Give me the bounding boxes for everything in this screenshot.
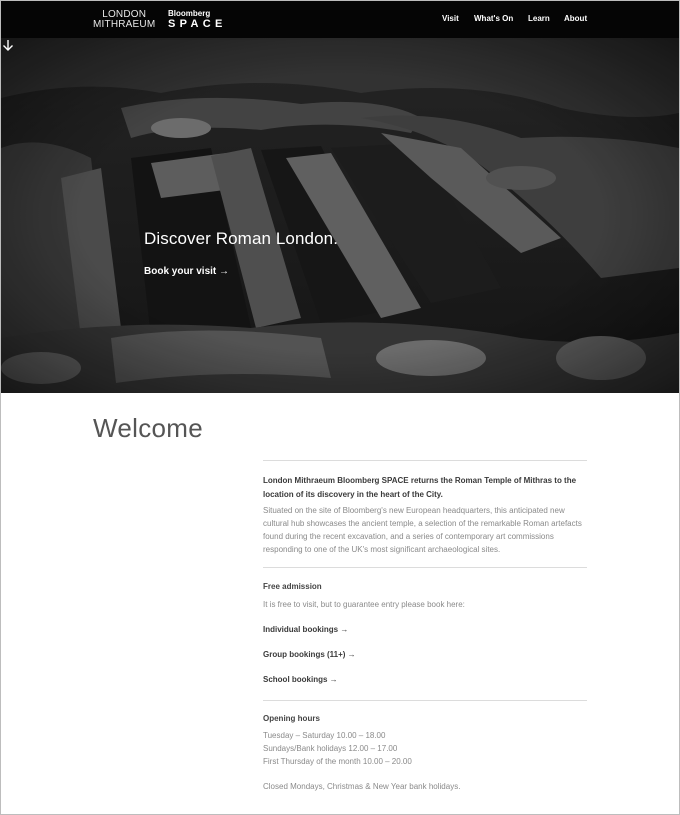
hero-banner [1, 38, 679, 393]
admission-heading: Free admission [263, 582, 322, 591]
group-bookings-link[interactable]: Group bookings (11+) → [263, 650, 356, 659]
hours-line: First Thursday of the month 10.00 – 20.00 [263, 757, 412, 766]
closed-notice: Closed Mondays, Christmas & New Year bank holidays. [263, 782, 461, 791]
logo-line-2: MITHRAEUM [93, 19, 156, 30]
excavation-photo [1, 38, 679, 393]
individual-bookings-link[interactable]: Individual bookings → [263, 625, 349, 634]
intro-lead: London Mithraeum Bloomberg SPACE returns the Roman Temple of Mithras to the location of its discovery in the heart of the City. [263, 476, 577, 499]
divider [263, 567, 587, 568]
space-logo-text[interactable]: SPACE [168, 18, 227, 30]
nav-about[interactable]: About [564, 14, 588, 23]
hours-line: Sundays/Bank holidays 12.00 – 17.00 [263, 744, 398, 753]
opening-hours-heading: Opening hours [263, 714, 320, 723]
divider [263, 700, 587, 701]
bloomberg-logo-text[interactable]: Bloomberg [168, 9, 211, 18]
hours-line: Tuesday – Saturday 10.00 – 18.00 [263, 731, 386, 740]
page-title: Welcome [93, 413, 203, 443]
logo-line-1: LONDON [102, 9, 147, 20]
london-mithraeum-logo[interactable] [93, 10, 155, 30]
nav-whats-on[interactable]: What's On [474, 14, 514, 23]
admission-text: It is free to visit, but to guarantee entry please book here: [263, 600, 465, 609]
school-bookings-link[interactable]: School bookings → [263, 675, 338, 684]
site-header [1, 1, 679, 38]
arrow-down-icon[interactable] [1, 38, 15, 52]
divider [263, 460, 587, 461]
hero-title: Discover Roman London. [144, 229, 339, 248]
book-visit-link[interactable]: Book your visit → [144, 266, 230, 277]
intro-body: Situated on the site of Bloomberg's new European headquarters, this anticipated new cultural hub showcases the ancient temple, a selection of the remarkable Roman artefacts found during the recent excavation, and a series of contemporary art commissions responding to one of the UK's most significant archaeological sites. [263, 506, 582, 554]
nav-visit[interactable]: Visit [442, 14, 459, 23]
nav-learn[interactable]: Learn [528, 14, 550, 23]
